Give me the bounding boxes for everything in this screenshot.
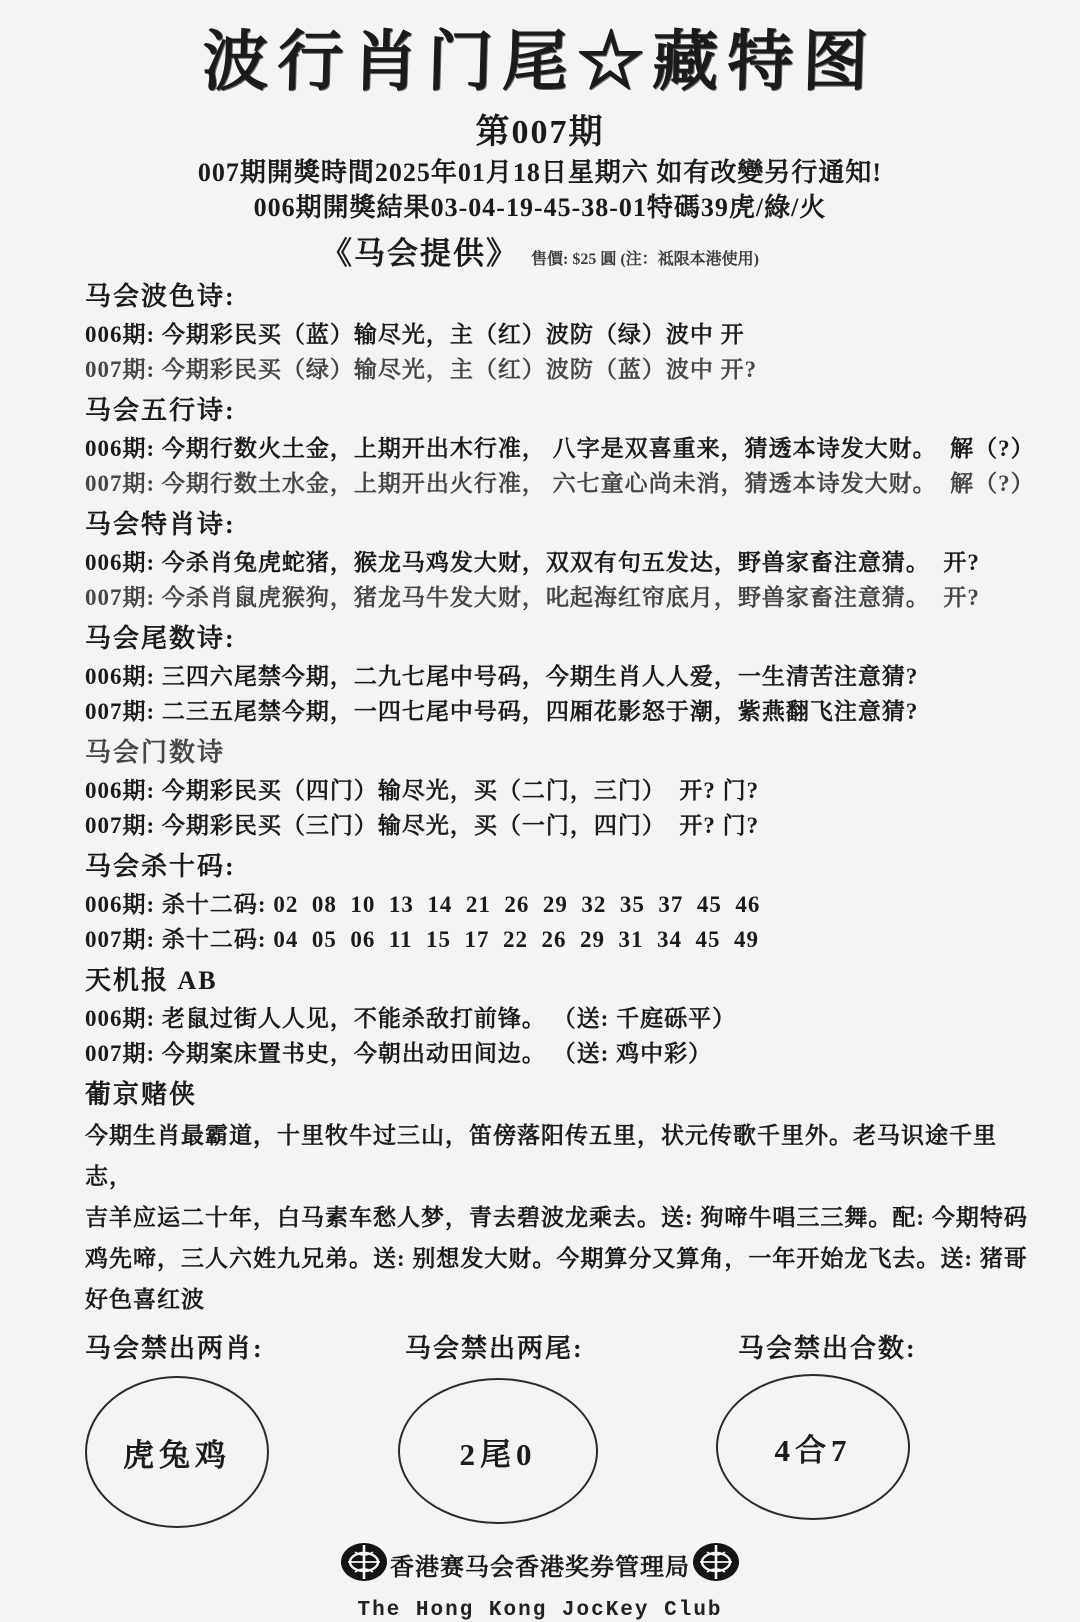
section-header-pujing: 葡京赌侠 <box>85 1080 198 1109</box>
section-header-menshu: 马会门数诗 <box>85 738 226 767</box>
org-name-cn: 香港赛马会香港奖券管理局 <box>390 1555 690 1581</box>
section-header-shama: 马会杀十码: <box>85 852 236 881</box>
page-header <box>0 0 1080 273</box>
ban-label-tail: 马会禁出两尾: <box>405 1334 584 1363</box>
hkjc-emblem-icon <box>340 1542 388 1587</box>
kill-numbers-006: 006期: 杀十二码: 02 08 10 13 14 21 26 29 32 35 37 45 46 <box>85 892 761 917</box>
poem-line-bose-006: 006期: 今期彩民买（蓝）输尽光，主（红）波防（绿）波中 开 <box>85 322 745 347</box>
poem-line-weishu-006: 006期: 三四六尾禁今期，二九七尾中号码，今期生肖人人爱，一生清苦注意猜? <box>85 664 919 689</box>
bans-row <box>0 1328 1080 1540</box>
section-header-weishu: 马会尾数诗: <box>85 624 236 653</box>
pujing-line-4: 好色喜红波 <box>85 1287 205 1312</box>
section-wuxing <box>85 396 1042 501</box>
poem-line-wuxing-007: 007期: 今期行数土水金，上期开出火行准， 六七童心尚未消，猜透本诗发大财。 解（?） <box>85 471 1035 496</box>
poem-line-texiao-006: 006期: 今杀肖兔虎蛇猪，猴龙马鸡发大财，双双有句五发达，野兽家畜注意猜。 开? <box>85 550 980 575</box>
provider-label: 《马会提供》 <box>321 236 519 271</box>
provider-row <box>0 228 1080 273</box>
page-title: 波行肖门尾☆藏特图 <box>201 26 879 99</box>
ban-value-zodiac: 虎兔鸡 <box>123 1437 231 1473</box>
issue-heading: 第007期 <box>475 114 605 151</box>
section-header-tianji: 天机报 AB <box>85 966 218 995</box>
last-result-line: 006期開獎結果03-04-19-45-38-01特碼39虎/綠/火 <box>253 193 827 222</box>
section-header-wuxing: 马会五行诗: <box>85 396 236 425</box>
section-texiao <box>85 510 1042 615</box>
section-pujing <box>85 1080 1042 1320</box>
poem-line-menshu-006: 006期: 今期彩民买（四门）输尽光，买（二门，三门） 开? 门? <box>85 778 760 803</box>
price-note: 售價: $25 圓 (注：祗限本港使用) <box>531 251 759 268</box>
poems-content <box>0 282 1080 1320</box>
section-shama <box>85 852 1042 957</box>
ban-label-zodiac: 马会禁出两肖: <box>85 1334 264 1363</box>
ban-ellipse-sum <box>716 1374 910 1520</box>
ban-value-sum: 4合7 <box>774 1432 852 1468</box>
ban-ellipse-tail <box>398 1378 598 1524</box>
pujing-line-1: 今期生肖最霸道，十里牧牛过三山，笛傍落阳传五里，状元传歌千里外。老马识途千里志， <box>85 1123 997 1189</box>
pujing-line-2: 吉羊应运二十年，白马素车愁人梦，青去碧波龙乘去。送: 狗啼牛唱三三舞。配: 今期特码 <box>85 1205 1028 1230</box>
section-weishu <box>85 624 1042 729</box>
draw-time-line: 007期開獎時間2025年01月18日星期六 如有改變另行通知! <box>197 158 883 187</box>
poem-line-menshu-007: 007期: 今期彩民买（三门）输尽光，买（一门，四门） 开? 门? <box>85 813 760 838</box>
poem-line-tianji-006: 006期: 老鼠过街人人见，不能杀敌打前锋。 （送: 千庭砾平） <box>85 1006 737 1031</box>
poem-line-weishu-007: 007期: 二三五尾禁今期，一四七尾中号码，四厢花影怒于潮，紫燕翻飞注意猜? <box>85 699 919 724</box>
section-header-texiao: 马会特肖诗: <box>85 510 236 539</box>
ban-ellipse-zodiac <box>85 1376 269 1528</box>
poem-line-wuxing-006: 006期: 今期行数火土金，上期开出木行准， 八字是双喜重来，猜透本诗发大财。 解（?） <box>85 436 1035 461</box>
ban-value-tail: 2尾0 <box>459 1436 537 1472</box>
pujing-line-3: 鸡先啼，三人六姓九兄弟。送: 别想发大财。今期算分又算角，一年开始龙飞去。送: 猪哥 <box>85 1246 1028 1271</box>
org-name-en: The Hong Kong JocKey Club <box>357 1599 723 1622</box>
poem-line-bose-007: 007期: 今期彩民买（绿）输尽光，主（红）波防（蓝）波中 开? <box>85 357 758 382</box>
org-row <box>0 1542 1080 1587</box>
section-header-bose: 马会波色诗: <box>85 282 236 311</box>
section-tianji <box>85 966 1042 1071</box>
hkjc-emblem-icon <box>692 1542 740 1587</box>
ban-label-sum: 马会禁出合数: <box>738 1334 917 1363</box>
section-menshu <box>85 738 1042 843</box>
section-bose <box>85 282 1042 387</box>
page-footer <box>0 1542 1080 1622</box>
poem-line-tianji-007: 007期: 今期案床置书史，今朝出动田间边。 （送: 鸡中彩） <box>85 1041 713 1066</box>
kill-numbers-007: 007期: 杀十二码: 04 05 06 11 15 17 22 26 29 31 34 45 49 <box>85 927 760 952</box>
poem-line-texiao-007: 007期: 今杀肖鼠虎猴狗，猪龙马牛发大财，叱起海红帘底月，野兽家畜注意猜。 开? <box>85 585 980 610</box>
